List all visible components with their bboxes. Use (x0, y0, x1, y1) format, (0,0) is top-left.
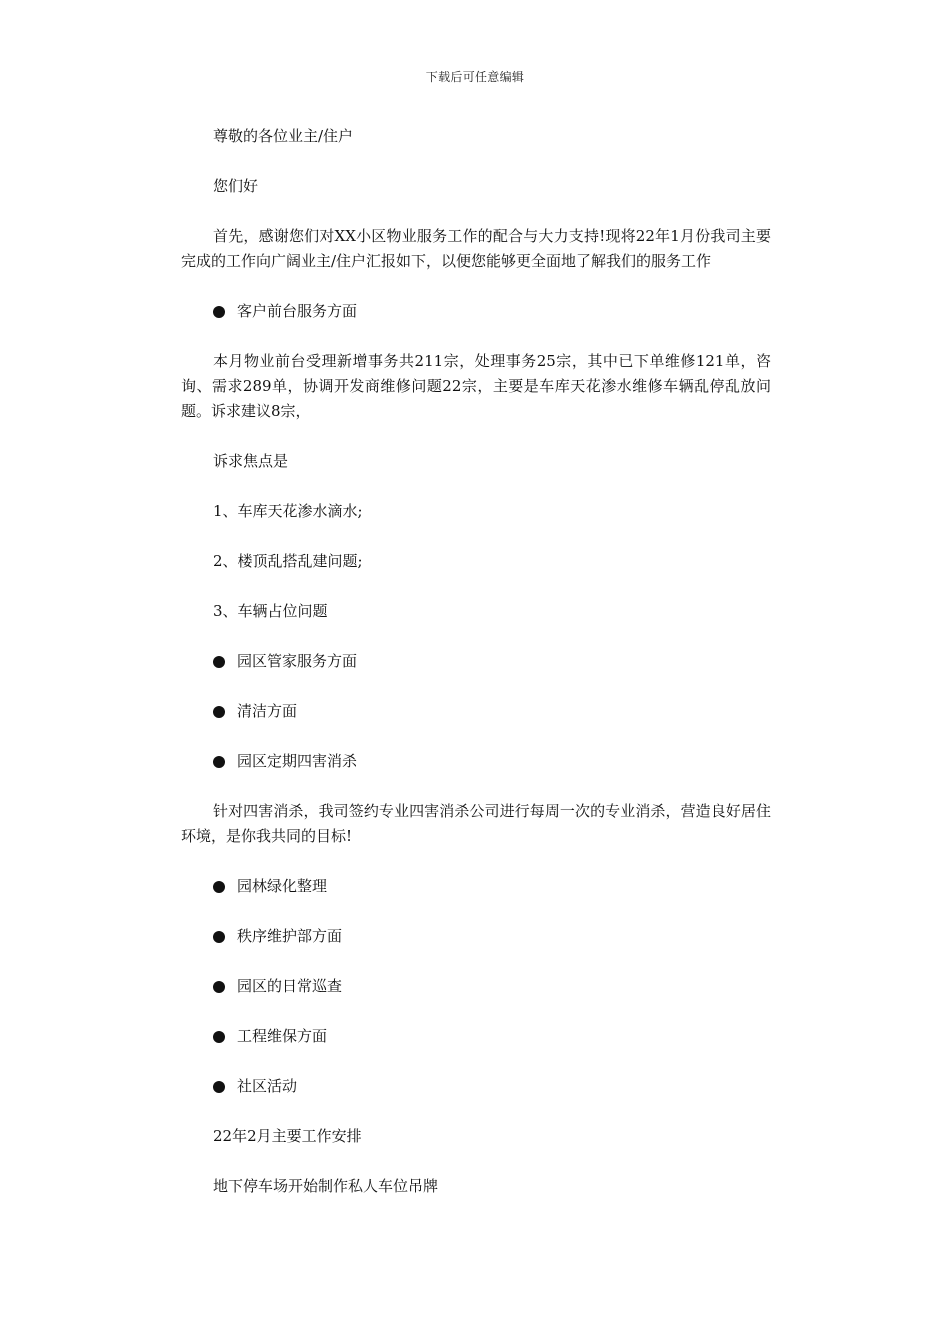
bullet-item (181, 874, 771, 899)
bullet-text: 工程维保方面 (237, 1027, 328, 1045)
page-header: 下载后可任意编辑 (425, 70, 525, 84)
bullet-item (181, 974, 771, 999)
bullet-text: 园区的日常巡查 (237, 977, 343, 995)
intro-paragraph: 首先，感谢您们对XX小区物业服务工作的配合与大力支持!现将22年1月份我司主要完成的工作向广阔业主/住户汇报如下，以便您能够更全面地了解我们的服务工作 (181, 227, 771, 270)
parking-plan-paragraph: 地下停车场开始制作私人车位吊牌 (213, 1177, 439, 1195)
bullet-dot-icon (213, 656, 225, 668)
bullet-item (181, 1024, 771, 1049)
bullet-text: 社区活动 (237, 1077, 298, 1095)
bullet-dot-icon (213, 706, 225, 718)
pest-control-paragraph: 针对四害消杀，我司签约专业四害消杀公司进行每周一次的专业消杀，营造良好居住环境，是你我共同的目标! (181, 802, 771, 845)
bullet-item (181, 1074, 771, 1099)
bullet-text: 清洁方面 (237, 702, 298, 720)
bullet-item (181, 699, 771, 724)
appeal-focus-heading: 诉求焦点是 (213, 452, 289, 470)
salutation: 尊敬的各位业主/住户 (213, 127, 354, 145)
list-item: 3、车辆占位问题 (213, 602, 328, 620)
list-item: 1、车库天花渗水滴水; (213, 502, 363, 520)
front-desk-paragraph: 本月物业前台受理新增事务共211宗，处理事务25宗，其中已下单维修121单，咨询、需求289单，协调开发商维修问题22宗，主要是车库天花渗水维修车辆乱停乱放问题。诉求建议8宗， (181, 352, 771, 420)
bullet-item (181, 749, 771, 774)
list-item: 2、楼顶乱搭乱建问题; (213, 552, 363, 570)
greeting: 您们好 (213, 177, 259, 195)
bullet-dot-icon (213, 306, 225, 318)
bullet-dot-icon (213, 881, 225, 893)
february-plan-heading: 22年2月主要工作安排 (213, 1127, 362, 1145)
bullet-dot-icon (213, 756, 225, 768)
bullet-dot-icon (213, 931, 225, 943)
bullet-item (181, 649, 771, 674)
bullet-item (181, 299, 771, 324)
document-body (181, 124, 771, 1224)
bullet-item (181, 924, 771, 949)
bullet-dot-icon (213, 1031, 225, 1043)
bullet-text: 园区定期四害消杀 (237, 752, 358, 770)
bullet-dot-icon (213, 981, 225, 993)
bullet-text: 园林绿化整理 (237, 877, 328, 895)
bullet-text: 客户前台服务方面 (237, 302, 358, 320)
bullet-text: 园区管家服务方面 (237, 652, 358, 670)
bullet-text: 秩序维护部方面 (237, 927, 343, 945)
bullet-dot-icon (213, 1081, 225, 1093)
